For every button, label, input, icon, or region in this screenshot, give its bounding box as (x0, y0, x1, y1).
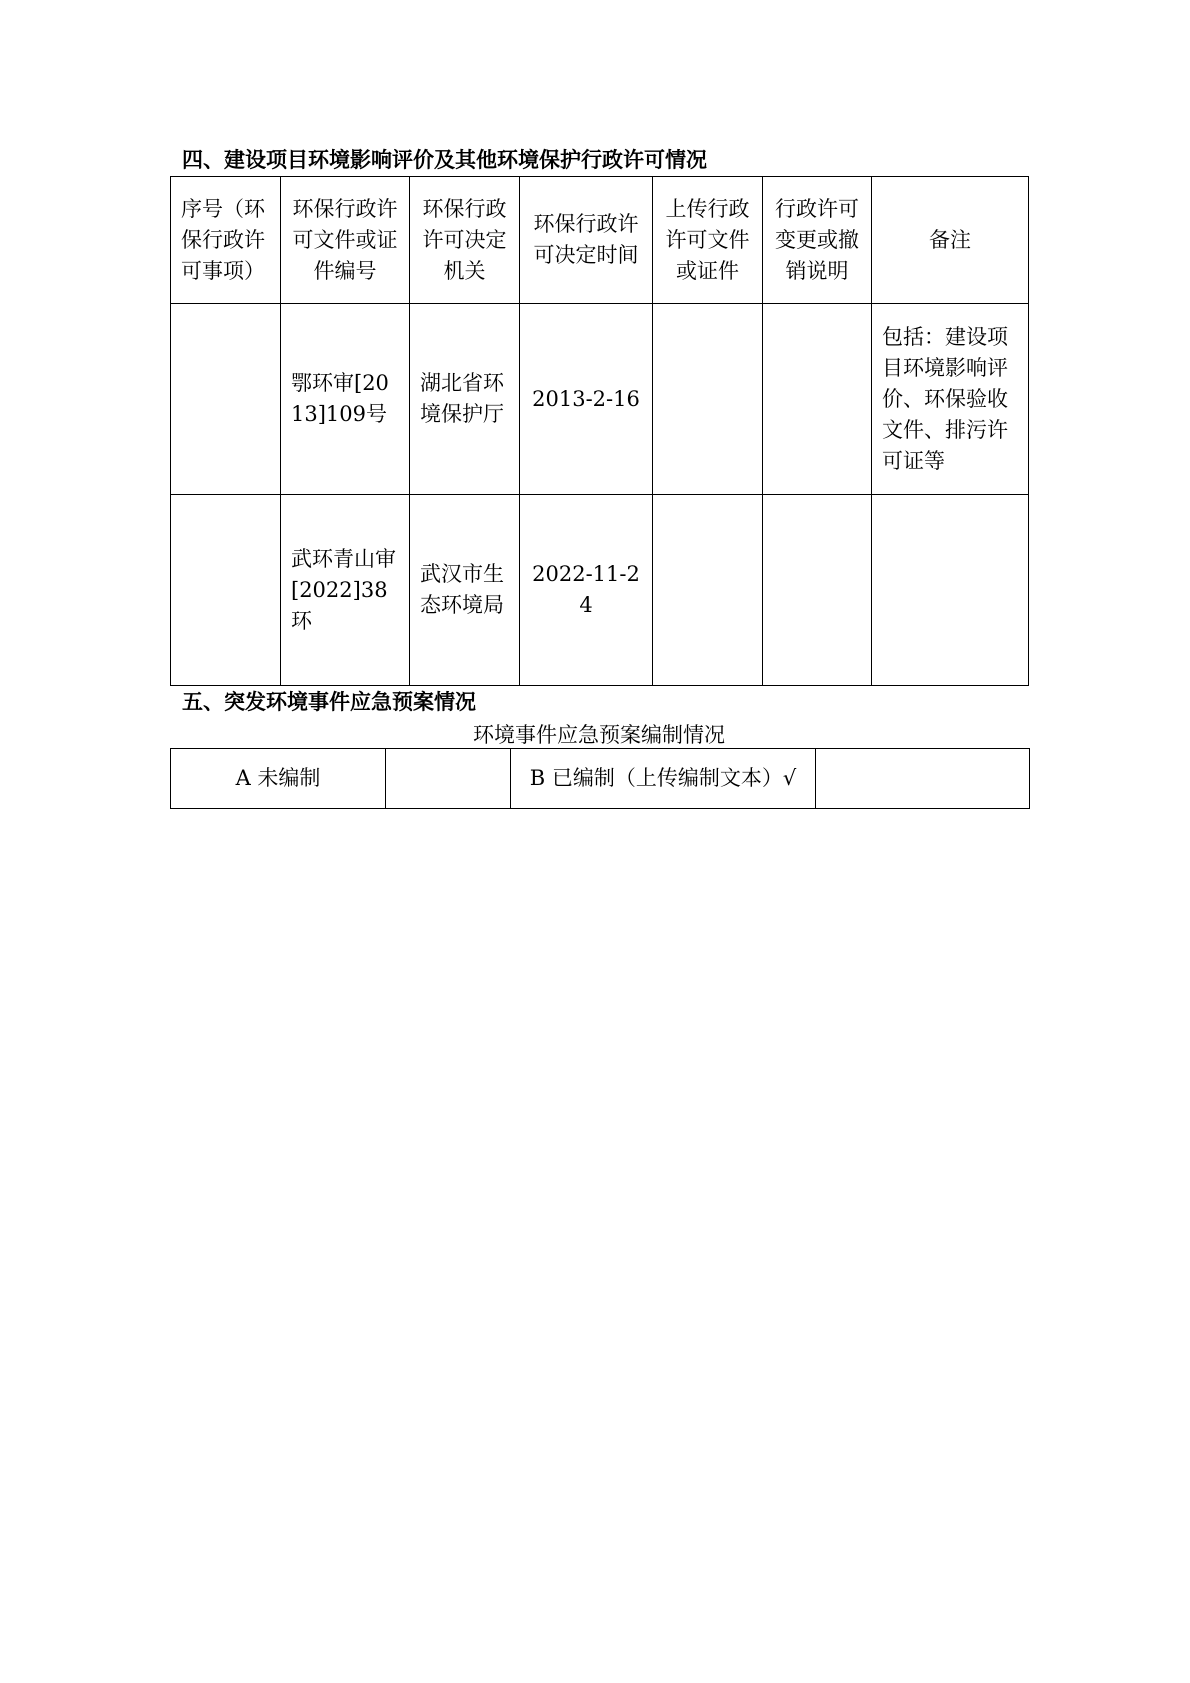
cell-change-note (763, 304, 872, 495)
option-a-label: A 未编制 (171, 749, 386, 809)
header-doc-no: 环保行政许可文件或证件编号 (281, 177, 410, 304)
header-upload: 上传行政许可文件或证件 (653, 177, 763, 304)
option-a-mark (386, 749, 511, 809)
header-date: 环保行政许可决定时间 (520, 177, 653, 304)
header-authority: 环保行政许可决定机关 (410, 177, 520, 304)
table-row (171, 304, 1029, 495)
permit-table (170, 176, 1029, 686)
header-remark: 备注 (872, 177, 1029, 304)
header-change-note: 行政许可变更或撤销说明 (763, 177, 872, 304)
cell-remark: 包括：建设项目环境影响评价、环保验收文件、排污许可证等 (872, 304, 1029, 495)
cell-seq (171, 495, 281, 686)
cell-seq (171, 304, 281, 495)
plan-caption: 环境事件应急预案编制情况 (473, 723, 725, 747)
cell-date: 2022-11-24 (520, 495, 653, 686)
cell-upload (653, 304, 763, 495)
table-row (171, 495, 1029, 686)
emergency-plan-table (170, 748, 1030, 809)
cell-authority: 湖北省环境保护厅 (410, 304, 520, 495)
section-5-title: 五、突发环境事件应急预案情况 (182, 690, 476, 714)
table-row (171, 749, 1030, 809)
cell-doc-no: 鄂环审[2013]109号 (281, 304, 410, 495)
cell-doc-no: 武环青山审[2022]38环 (281, 495, 410, 686)
cell-date: 2013-2-16 (520, 304, 653, 495)
cell-authority: 武汉市生态环境局 (410, 495, 520, 686)
table-header-row (171, 177, 1029, 304)
cell-upload (653, 495, 763, 686)
option-b-label: B 已编制（上传编制文本）√ (511, 749, 816, 809)
cell-change-note (763, 495, 872, 686)
cell-remark (872, 495, 1029, 686)
section-4-title: 四、建设项目环境影响评价及其他环境保护行政许可情况 (182, 148, 707, 172)
option-b-mark (816, 749, 1030, 809)
header-seq: 序号（环保行政许可事项） (171, 177, 281, 304)
